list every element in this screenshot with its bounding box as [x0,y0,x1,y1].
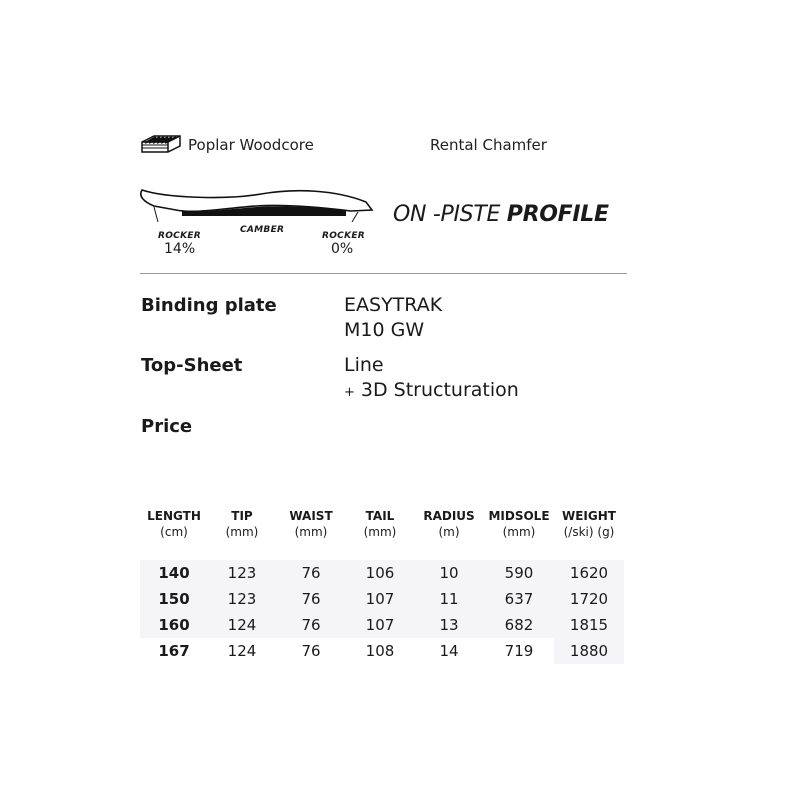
cell-length: 140 [140,560,208,586]
cell-tail: 106 [346,560,414,586]
col-header-tail: TAIL (mm) [363,509,397,539]
col-header-length: LENGTH (cm) [147,509,201,539]
binding-plate-value [344,293,442,343]
col-header-tip: TIP (mm) [225,509,259,539]
top-sheet-line2: 3D Structuration [360,379,519,401]
cell-tip: 123 [208,586,276,612]
cell-radius: 13 [414,612,484,638]
binding-plate-line2: M10 GW [344,319,425,341]
table-row [140,560,624,586]
rocker-right-value: 0% [331,241,354,257]
table-row [140,612,624,638]
cell-radius: 11 [414,586,484,612]
cell-tail: 107 [346,612,414,638]
cell-length: 160 [140,612,208,638]
plus-sign: + [344,385,355,400]
cell-midsole: 590 [484,560,554,586]
cell-weight: 1815 [554,612,624,638]
section-divider [140,273,627,274]
cell-midsole: 719 [484,638,554,664]
woodcore-label: Poplar Woodcore [188,136,314,154]
profile-title-bold: PROFILE [506,202,609,227]
col-header-waist: WAIST (mm) [289,509,333,539]
cell-radius: 14 [414,638,484,664]
binding-plate-label: Binding plate [141,295,277,316]
cell-midsole: 637 [484,586,554,612]
cell-tail: 107 [346,586,414,612]
cell-tip: 123 [208,560,276,586]
table-header-row [140,508,624,560]
col-header-weight: WEIGHT (/ski) (g) [562,509,616,539]
col-header-radius: RADIUS (m) [423,509,475,539]
cell-weight: 1720 [554,586,624,612]
ski-profile-diagram [136,180,376,230]
rocker-right-label: ROCKER [322,231,366,241]
cell-radius: 10 [414,560,484,586]
cell-waist: 76 [276,638,346,664]
profile-title-light: ON -PISTE [393,202,501,227]
cell-midsole: 682 [484,612,554,638]
cell-weight: 1880 [554,638,624,664]
table-row [140,586,624,612]
cell-tip: 124 [208,638,276,664]
table-row [140,638,624,664]
cell-tip: 124 [208,612,276,638]
top-sheet-value [344,353,519,405]
cell-waist: 76 [276,586,346,612]
top-sheet-line2-wrap [344,378,519,405]
profile-title [393,202,609,227]
woodcore-icon [140,134,182,156]
camber-label: CAMBER [240,225,285,235]
cell-length: 167 [140,638,208,664]
top-sheet-label: Top-Sheet [141,355,243,376]
rocker-left-value: 14% [164,241,196,257]
size-spec-table [140,508,624,664]
cell-waist: 76 [276,612,346,638]
cell-waist: 76 [276,560,346,586]
cell-tail: 108 [346,638,414,664]
price-label: Price [141,416,193,437]
rocker-left-label: ROCKER [158,231,202,241]
binding-plate-line1: EASYTRAK [344,294,443,316]
woodcore-feature [140,133,314,157]
chamfer-feature [430,133,547,157]
cell-weight: 1620 [554,560,624,586]
top-sheet-line1: Line [344,354,384,376]
chamfer-label: Rental Chamfer [430,136,547,154]
cell-length: 150 [140,586,208,612]
col-header-midsole: MIDSOLE (mm) [488,509,550,539]
